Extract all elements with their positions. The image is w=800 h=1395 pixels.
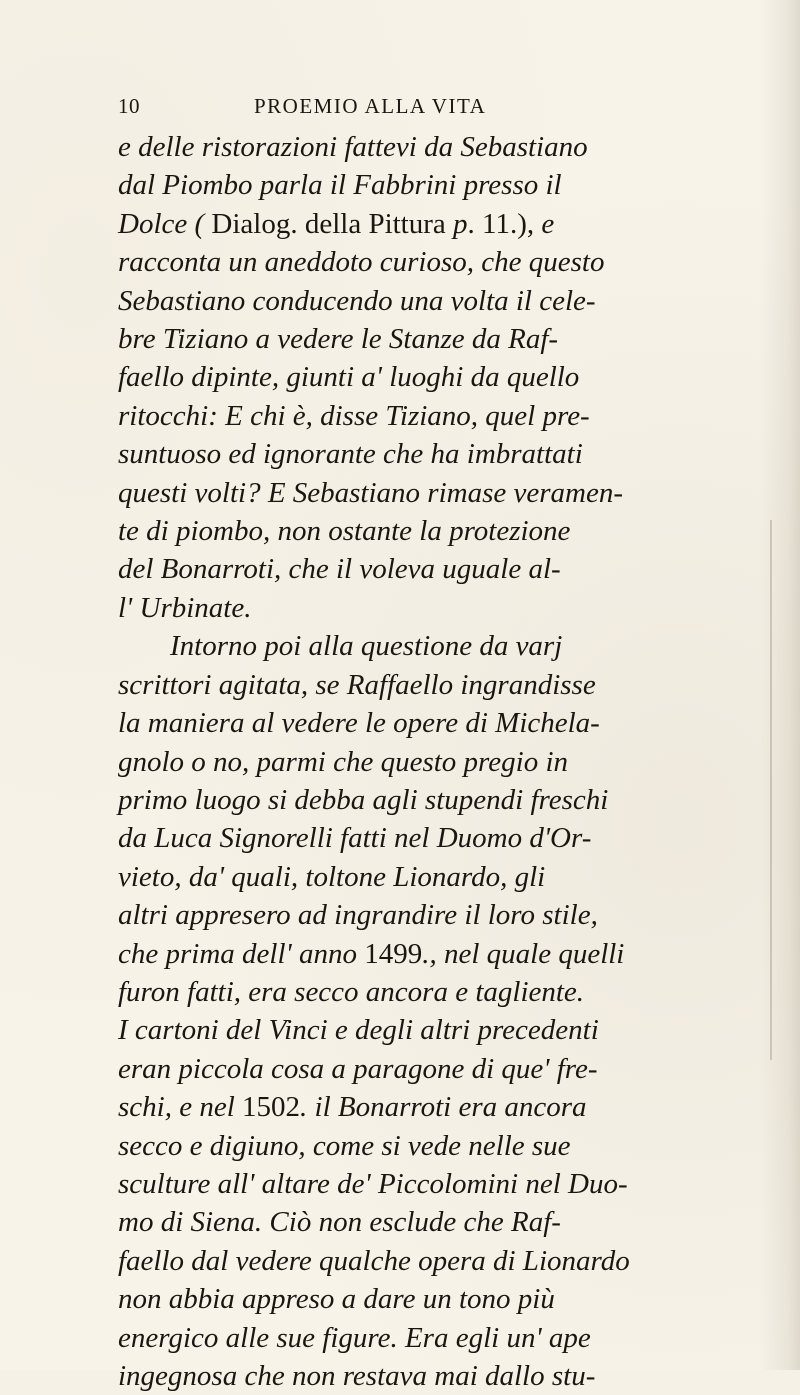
text-line: gnolo o no, parmi che questo pregio in	[118, 745, 568, 778]
text-line: bre Tiziano a vedere le Stanze da Raf-	[118, 323, 559, 356]
paragraph-start-line: Intorno poi alla questione da varj	[170, 630, 563, 663]
text-line: schi, e nel 1502. il Bonarroti era ancora	[118, 1091, 587, 1124]
text-line: ritocchi: E chi è, disse Tiziano, quel pre-	[118, 399, 590, 432]
text-line: furon fatti, era secco ancora e tagliente.	[118, 975, 585, 1008]
text-line: vieto, da' quali, toltone Lionardo, gli	[118, 860, 546, 893]
running-title: PROEMIO ALLA VITA	[254, 94, 487, 118]
text-line: suntuoso ed ignorante che ha imbrattati	[118, 438, 583, 471]
text-line: che prima dell' anno 1499., nel quale quelli	[118, 937, 625, 970]
text-line: la maniera al vedere le opere di Michela-	[118, 707, 600, 740]
running-header	[118, 94, 678, 124]
text-line: sculture all' altare de' Piccolomini nel Duo-	[118, 1167, 628, 1200]
text-line: ingegnosa che non restava mai dallo stu-	[118, 1360, 596, 1392]
text-line: Sebastiano conducendo una volta il cele-	[118, 284, 596, 317]
text-line: e delle ristorazioni fattevi da Sebastiano	[118, 131, 588, 163]
text-line: scrittori agitata, se Raffaello ingrandisse	[118, 668, 596, 701]
text-line: da Luca Signorelli fatti nel Duomo d'Or-	[118, 822, 592, 855]
page-edge-line	[770, 520, 772, 1060]
body-text	[118, 128, 698, 1395]
text-line: eran piccola cosa a paragone di que' fre-	[118, 1052, 598, 1085]
text-line: Dolce ( Dialog. della Pittura p. 11.), e	[118, 207, 555, 240]
page-number: 10	[118, 94, 140, 118]
text-line: I cartoni del Vinci e degli altri precedenti	[118, 1014, 599, 1047]
page-edge-shadow	[760, 0, 800, 1370]
text-line: faello dal vedere qualche opera di Lionardo	[118, 1244, 630, 1277]
text-line: energico alle sue figure. Era egli un' ape	[118, 1321, 591, 1354]
text-line: altri appresero ad ingrandire il loro stile,	[118, 899, 598, 932]
text-line: secco e digiuno, come si vede nelle sue	[118, 1129, 571, 1162]
text-line: faello dipinte, giunti a' luoghi da quello	[118, 361, 580, 394]
text-line: racconta un aneddoto curioso, che questo	[118, 246, 605, 279]
text-line: te di piombo, non ostante la protezione	[118, 515, 571, 548]
text-line: mo di Siena. Ciò non esclude che Raf-	[118, 1206, 561, 1239]
text-line: primo luogo si debba agli stupendi freschi	[118, 783, 609, 816]
text-line: non abbia appreso a dare un tono più	[118, 1283, 555, 1316]
text-line: l' Urbinate.	[118, 591, 252, 624]
text-line: dal Piombo parla il Fabbrini presso il	[118, 169, 562, 202]
text-line: questi volti? E Sebastiano rimase veramen-	[118, 476, 623, 509]
text-line: del Bonarroti, che il voleva uguale al-	[118, 553, 561, 586]
